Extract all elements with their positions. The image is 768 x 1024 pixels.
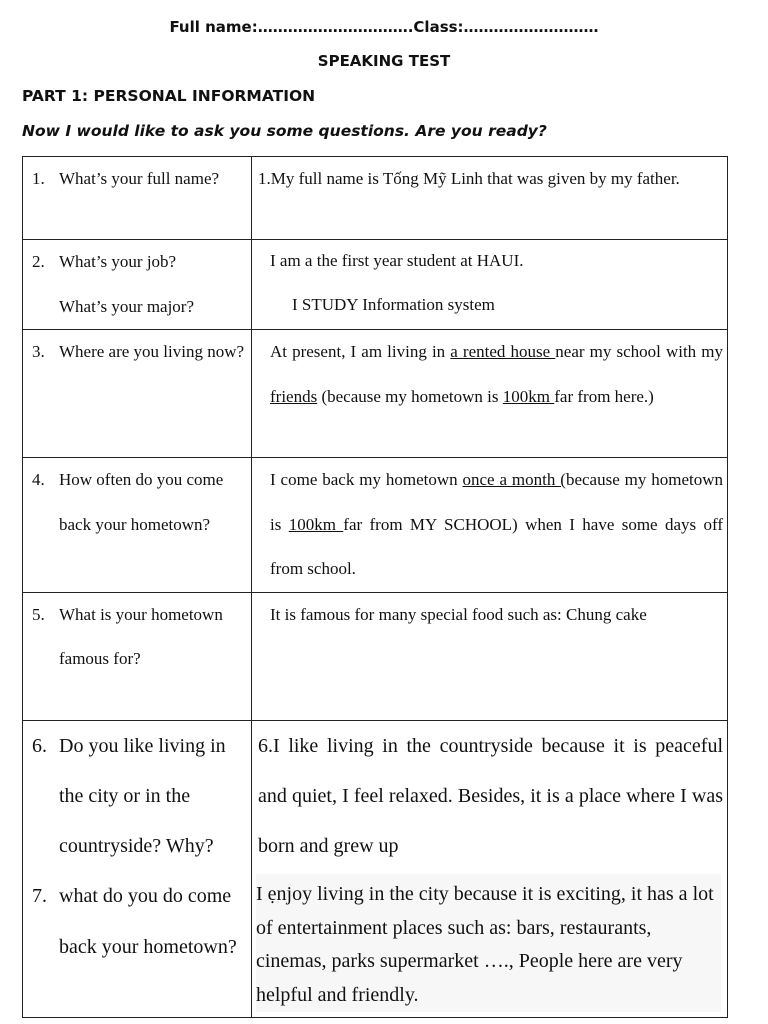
answer-text xyxy=(252,458,727,592)
answer-cell xyxy=(252,240,728,330)
question-text: How often do you come back your hometown? xyxy=(59,470,224,534)
question-number: 7. xyxy=(32,885,47,908)
table-row xyxy=(23,592,728,720)
question xyxy=(23,593,251,682)
table-row xyxy=(23,240,728,330)
question-cell xyxy=(23,458,252,593)
answer-part: near my school with my xyxy=(555,342,723,361)
table-row xyxy=(23,157,728,240)
table-row xyxy=(23,330,728,458)
answer-text: 6.I like living in the countryside because it is peaceful and quiet, I feel relaxed. Besides, it is a place where I was born and grew up xyxy=(258,734,723,858)
answer-underline: 100km xyxy=(288,514,344,534)
question xyxy=(23,871,251,972)
question-cell xyxy=(23,157,252,240)
answer-text xyxy=(252,330,727,419)
answer-underline: 100km xyxy=(502,386,555,406)
answer-text: It is famous for many special food such as: Chung cake xyxy=(270,604,647,624)
question-text: What’s your full name? xyxy=(59,169,220,188)
question xyxy=(23,458,251,547)
question-text: Do you like living in the city or in the countryside? Why? xyxy=(59,734,226,858)
question-text: What is your hometown famous for? xyxy=(59,604,223,668)
answer-text: 1.My full name is Tống Mỹ Linh that was given by my father. xyxy=(258,169,680,188)
question xyxy=(23,157,251,202)
question-number: 5. xyxy=(32,604,45,624)
question-cell xyxy=(23,720,252,1017)
answer-underline: once a month ( xyxy=(462,470,566,489)
question-cell xyxy=(23,592,252,720)
table-row xyxy=(23,720,728,1017)
answer-text-shaded: I ẹnjoy living in the city because it is exciting, it has a lot of entertainment places such as: bars, restaurants, cinemas, parks supermarket …., People here are very helpful and friendly. xyxy=(256,874,721,1012)
question xyxy=(23,240,251,329)
question-text-a: What’s your job? xyxy=(59,252,177,271)
question xyxy=(23,721,251,872)
question-text xyxy=(59,240,245,329)
answer-cell xyxy=(252,157,728,240)
question-number: 3. xyxy=(32,342,45,361)
answer xyxy=(252,240,727,324)
question-cell xyxy=(23,330,252,458)
answer-part: far from here.) xyxy=(554,386,654,406)
answer-cell xyxy=(252,720,728,1017)
question-number: 1. xyxy=(32,169,45,188)
part-heading: PART 1: PERSONAL INFORMATION xyxy=(22,87,316,105)
answer-text-b: I STUDY Information system xyxy=(292,295,495,314)
answer-text-a: I am a the first year student at HAUI. xyxy=(270,251,524,270)
question xyxy=(23,330,251,375)
question-text: Where are you living now? xyxy=(59,342,245,361)
answer-part: (because my hometown is xyxy=(317,386,503,406)
answer-cell xyxy=(252,330,728,458)
answer-part: far from MY SCHOOL) when I have some days off from school. xyxy=(270,514,723,578)
name-class-line: Full name:………………………….Class:……………………… xyxy=(169,18,599,36)
intro-line: Now I would like to ask you some questions. Are you ready? xyxy=(22,122,547,140)
answer-part: because my hometown is xyxy=(270,470,724,534)
answer-underline: friends xyxy=(270,386,318,406)
answer-cell xyxy=(252,592,728,720)
question-number: 4. xyxy=(32,470,45,489)
question-cell xyxy=(23,240,252,330)
answer-part: At present, I am living in xyxy=(270,342,451,361)
qa-table xyxy=(22,156,728,1018)
answer-cell xyxy=(252,458,728,593)
question-text-b: What’s your major? xyxy=(59,296,195,316)
question-number: 6. xyxy=(32,734,47,757)
question-number: 2. xyxy=(32,252,45,271)
question-text: what do you do come back your hometown? xyxy=(59,885,237,958)
answer-part: I come back my hometown xyxy=(270,470,463,489)
answer-underline: a rented house xyxy=(450,342,556,361)
table-row xyxy=(23,458,728,593)
test-title: SPEAKING TEST xyxy=(317,52,451,70)
